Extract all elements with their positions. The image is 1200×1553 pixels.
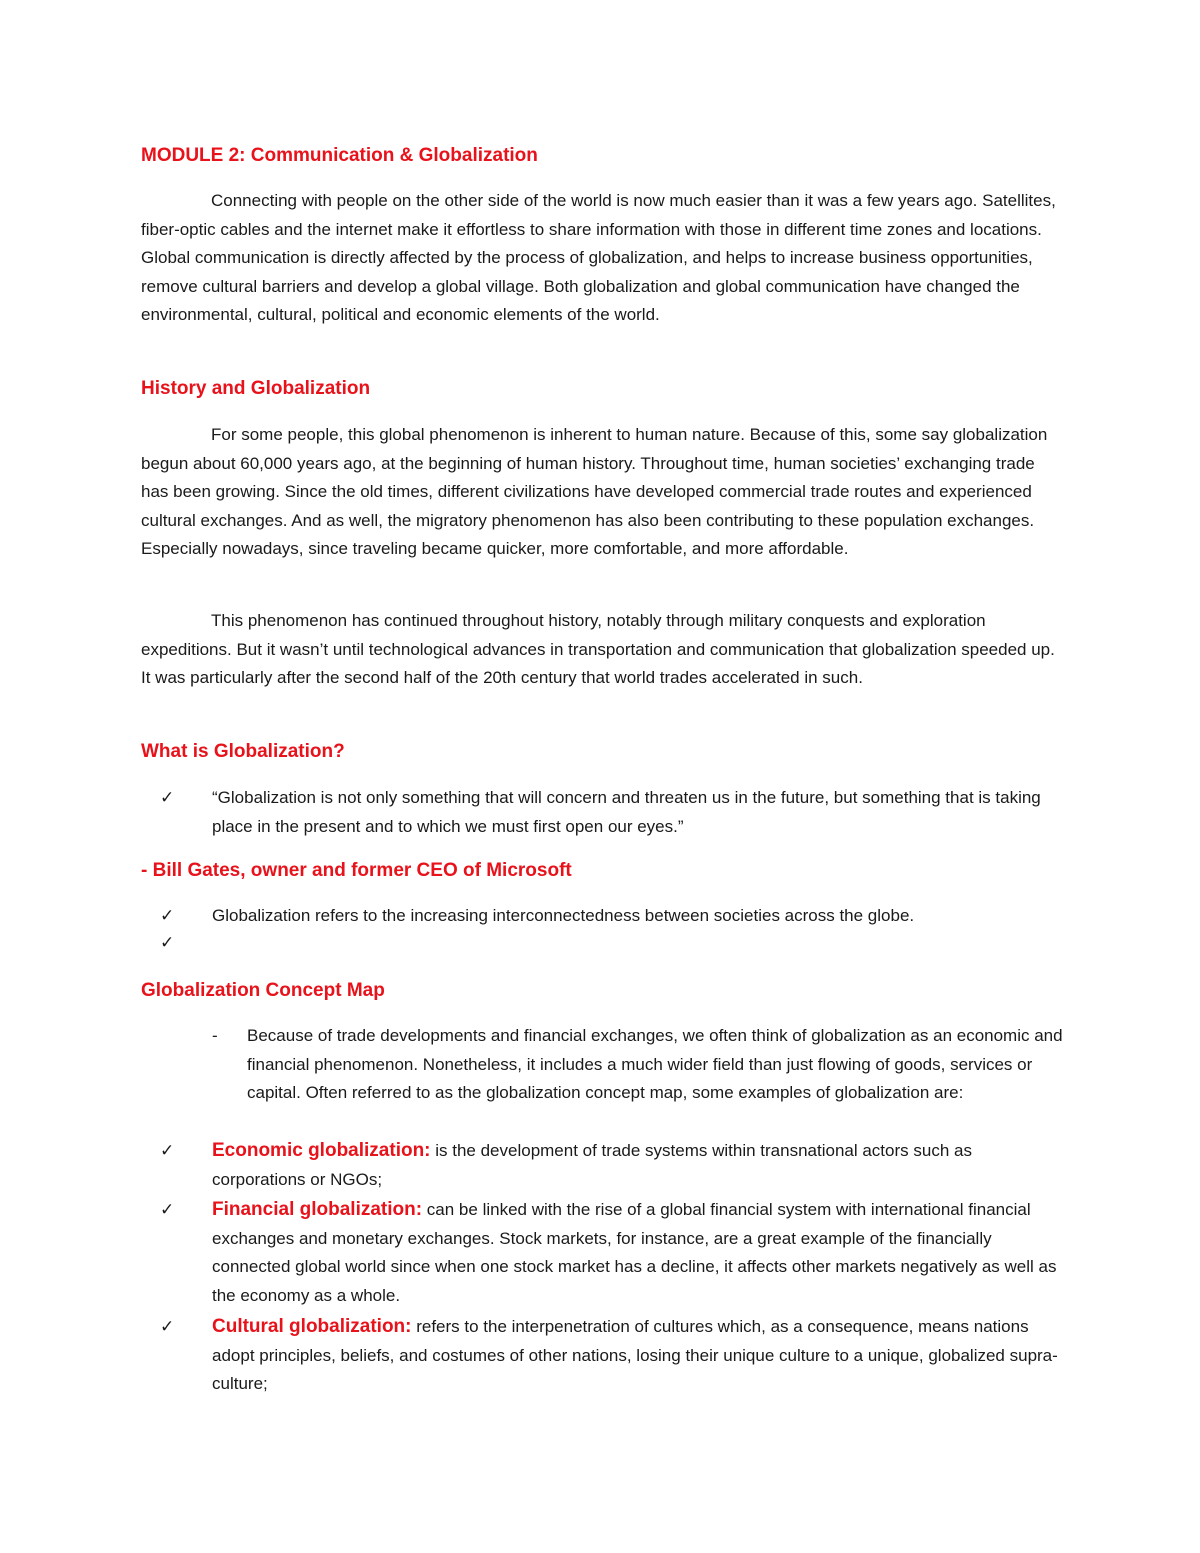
concept-map-intro-item	[212, 1022, 1067, 1108]
economic-term: Economic globalization:	[212, 1140, 431, 1161]
financial-text: can be linked with the rise of a global financial system with international financial exchanges and monetary exchanges. Stock markets, for instance, are a great example of the financially connected global world since when one stock market has a decline, it affects other markets negatively as well as the economy as a whole.	[212, 1200, 1057, 1305]
check-icon: ✓	[160, 788, 175, 807]
history-paragraph-2: This phenomenon has continued throughout history, notably through military conquests and exploration expeditions. But it wasn’t until technological advances in transportation and communication that globalization speeded up. It was particularly after the second half of the 20th century that world trades accelerated in such.	[141, 611, 1055, 688]
check-icon: ✓	[160, 933, 175, 952]
financial-term: Financial globalization:	[212, 1199, 423, 1220]
quote-text: “Globalization is not only something that will concern and threaten us in the future, but something that is taking place in the present and to which we must first open our eyes.”	[212, 788, 1041, 836]
cultural-term: Cultural globalization:	[212, 1316, 412, 1337]
quote-attribution: - Bill Gates, owner and former CEO of Microsoft	[141, 860, 572, 881]
module-title: MODULE 2: Communication & Globalization	[141, 145, 538, 166]
definition-item	[160, 902, 1066, 931]
cultural-item	[160, 1313, 1066, 1399]
economic-item	[160, 1137, 1066, 1194]
check-icon: ✓	[160, 1317, 175, 1336]
check-icon: ✓	[160, 1200, 175, 1219]
financial-item	[160, 1196, 1066, 1310]
dash-bullet: -	[212, 1026, 218, 1045]
history-heading: History and Globalization	[141, 378, 371, 399]
economic-text: is the development of trade systems within transnational actors such as corporations or NGOs;	[212, 1141, 972, 1189]
what-heading: What is Globalization?	[141, 741, 345, 762]
definition-text: Globalization refers to the increasing interconnectedness between societies across the globe.	[212, 906, 915, 925]
quote-item	[160, 784, 1066, 841]
concept-map-intro-text: Because of trade developments and financial exchanges, we often think of globalization as an economic and financial phenomenon. Nonetheless, it includes a much wider field than just flowing of goods, services or capital. Often referred to as the globalization concept map, some examples of globalization are:	[247, 1026, 1063, 1103]
intro-paragraph: Connecting with people on the other side of the world is now much easier than it was a few years ago. Satellites, fiber-optic cables and the internet make it effortless to share information with those in different time zones and locations. Global communication is directly affected by the process of globalization, and helps to increase business opportunities, remove cultural barriers and develop a global village. Both globalization and global communication have changed the environmental, cultural, political and economic elements of the world.	[141, 191, 1056, 325]
concept-map-heading: Globalization Concept Map	[141, 980, 385, 1001]
check-icon: ✓	[160, 906, 175, 925]
cultural-text: refers to the interpenetration of cultures which, as a consequence, means nations adopt principles, beliefs, and costumes of other nations, losing their unique culture to a unique, globalized supra-culture;	[212, 1317, 1058, 1394]
history-paragraph-1: For some people, this global phenomenon is inherent to human nature. Because of this, some say globalization begun about 60,000 years ago, at the beginning of human history. Throughout time, human societies’ exchanging trade has been growing. Since the old times, different civilizations have developed commercial trade routes and experienced cultural exchanges. And as well, the migratory phenomenon has also been contributing to these population exchanges. Especially nowadays, since traveling became quicker, more comfortable, and more affordable.	[141, 425, 1048, 559]
check-icon: ✓	[160, 1141, 175, 1160]
